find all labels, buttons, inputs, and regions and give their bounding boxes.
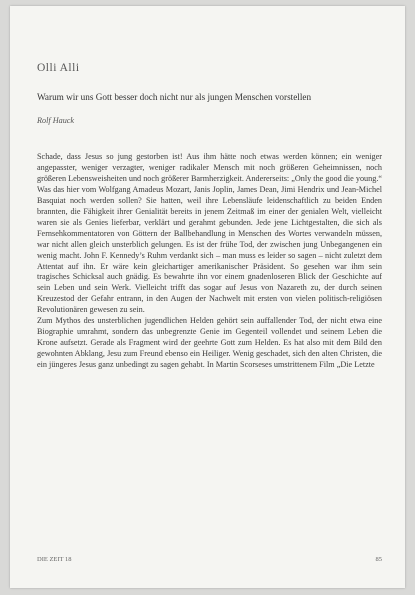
document-page: [10, 6, 405, 588]
footer-source: DIE ZEIT 18: [37, 556, 72, 563]
article-body: [37, 152, 382, 371]
article-title: Warum wir uns Gott besser doch nicht nur als jungen Menschen vorstellen: [37, 92, 312, 102]
article-author: Rolf Hauck: [37, 116, 75, 125]
page-number: 85: [375, 556, 382, 563]
section-kicker: Olli Alli: [37, 62, 80, 74]
paragraph-2: Zum Mythos des unsterblichen jugendlichen Helden gehört sein auffallender Tod, der nicht etwa eine Biographie umrahmt, sondern das unbegrenzte Genie im Gegenteil vollendet und seinem Leben die Krone aufsetzt. Gerade als Fragment wird der geehrte Gott zum Helden. Es hat also mit dem Bild den gewohnten Abklang, Jesu zum Freund ebenso ein Heiliger. Wenig geschadet, sich den alten Christen, die ein jüngeres Jesus ganz unbedingt zu sagen gehabt. In Martin Scorseses umstrittenem Film „Die Letzte: [37, 316, 382, 370]
paragraph-1: Schade, dass Jesus so jung gestorben ist! Aus ihm hätte noch etwas werden können; ein weniger angepasster, weniger verzagter, weniger radikaler Mensch mit noch größeren Geheimnissen, noch größeren Lebensweisheiten und noch größerer Barmherzigkeit. Andererseits: „Only the good die young.“ Was das hier vom Wolfgang Amadeus Mozart, Janis Joplin, James Dean, Jimi Hendrix und Jean-Michel Basquiat noch werden sollen? Sie hatten, weil ihre Lebensläufe leidenschaftlich zu beiden Enden brannten, die Fähigkeit ihrer Genialität bereits in jenem Zeitmaß im einer der genialen Welt, vielleicht waren sie als Genies lieferbar, verklärt und gerahmt gebunden. Jede jene Lichtgestalten, die sich als Fernsehkommentatoren von Göttern der Ballbehandlung in Menschen des Wortes verwandeln müssen, war nicht allen gleich unsterblich gelungen. Es ist der frühe Tod, der zwischen jung Unbegangenen ein wenig macht. John F. Kennedy’s Ruhm verdankt sich – man muss es leider so sagen – nicht zuletzt dem Attentat auf ihn. Er wäre kein gleichartiger amerikanischer Präsident. So gesehen war ihm sein tragisches Schicksal auch gnädig. Es bewahrte ihn vor einem gnadenloseren Blick der Geschichte auf sein Leben und sein Werk. Vielleicht trifft das sogar auf Jesus von Nazareth zu, der durch seinen Kreuzestod der Gefahr entrann, in den Augen der Nachwelt mit ersten von vielen politisch-religiösen Revolutionären gewesen zu sein.: [37, 152, 382, 315]
